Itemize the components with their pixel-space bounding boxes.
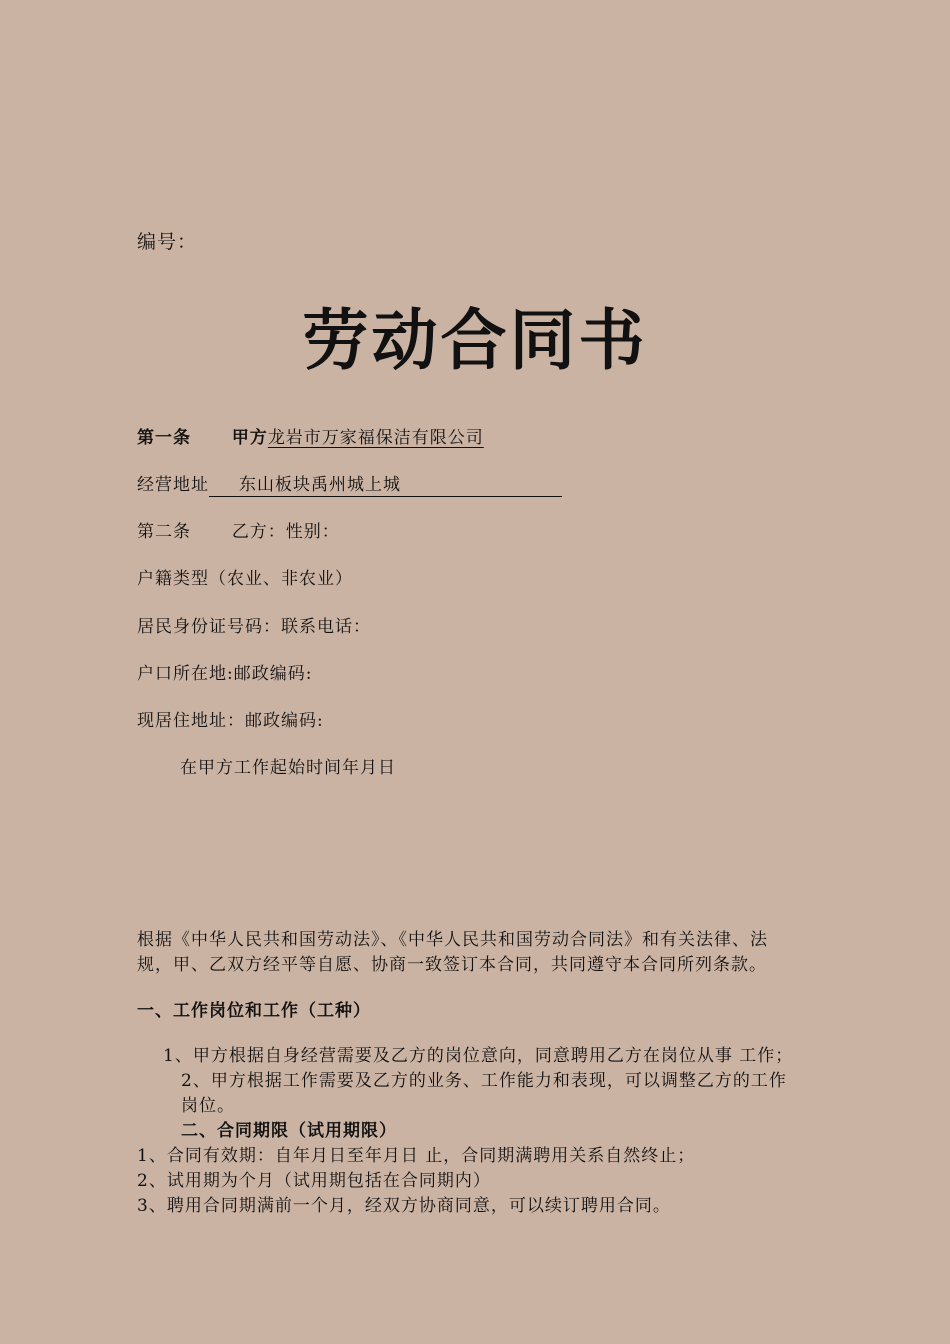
document-title: 劳动合同书 <box>302 302 648 379</box>
section-1-item-2: 2、甲方根据工作需要及乙方的业务、工作能力和表现，可以调整乙方的工作 <box>181 1071 787 1091</box>
section-1-item-2-cont: 岗位。 <box>181 1096 235 1116</box>
party-b-row <box>137 521 340 543</box>
section-2-heading: 二、合同期限（试用期限） <box>181 1121 397 1141</box>
article-1-label: 第一条 <box>137 428 191 448</box>
serial-number-label: 编号： <box>137 231 198 253</box>
address-label: 经营地址 <box>137 475 209 495</box>
article-2-label: 第二条 <box>137 522 191 542</box>
section-1-item-1: 1、甲方根据自身经营需要及乙方的岗位意向，同意聘用乙方在岗位从事 工作； <box>163 1046 794 1066</box>
party-a-row <box>137 427 484 449</box>
section-2-item-2: 2、试用期为个月（试用期包括在合同期内） <box>137 1171 491 1191</box>
party-b-label: 乙方：性别： <box>231 522 340 542</box>
household-type: 户籍类型（农业、非农业） <box>137 569 353 589</box>
section-1-heading: 一、工作岗位和工作（工种） <box>137 1001 371 1021</box>
party-a-company: 龙岩市万家福保洁有限公司 <box>267 428 484 448</box>
section-2-item-1: 1、合同有效期：自年月日至年月日 止，合同期满聘用关系自然终止； <box>137 1146 696 1166</box>
hukou-postcode: 户口所在地:邮政编码: <box>137 664 313 684</box>
id-phone: 居民身份证号码：联系电话： <box>137 617 371 637</box>
address-value: 东山板块禹州城上城 <box>209 474 562 497</box>
preamble-line-1: 根据《中华人民共和国劳动法》、《中华人民共和国劳动合同法》和有关法律、法 <box>137 930 768 950</box>
start-date: 在甲方工作起始时间年月日 <box>180 758 396 778</box>
section-2-item-3: 3、聘用合同期满前一个月，经双方协商同意，可以续订聘用合同。 <box>137 1196 671 1216</box>
residence-postcode: 现居住地址：邮政编码: <box>137 711 324 731</box>
preamble-line-2: 规，甲、乙双方经平等自愿、协商一致签订本合同，共同遵守本合同所列条款。 <box>137 955 767 975</box>
address-row <box>137 474 562 497</box>
party-a-label: 甲方 <box>231 428 268 448</box>
